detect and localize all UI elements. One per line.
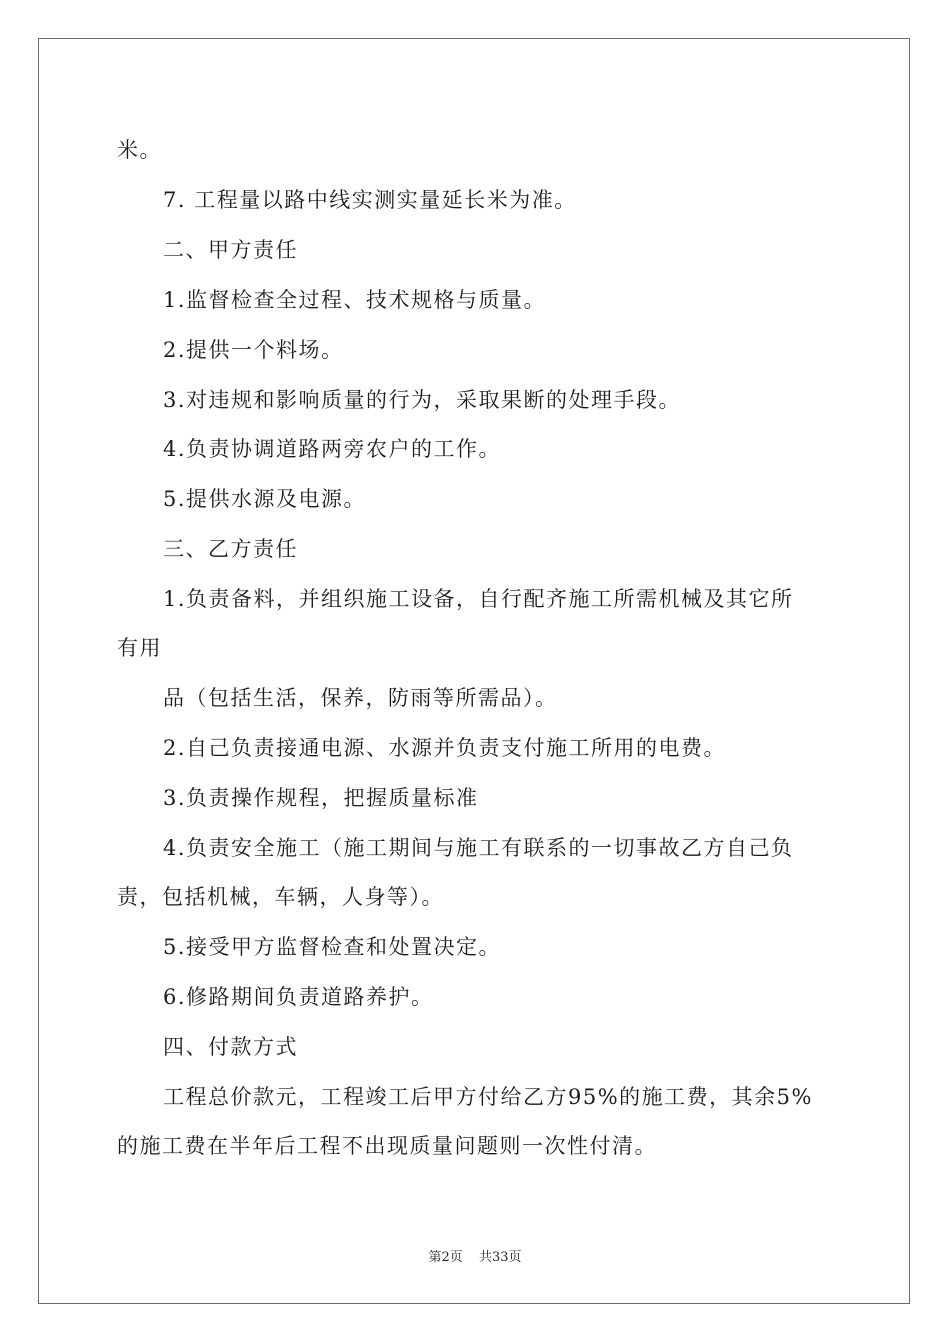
text-line: 米。 xyxy=(117,138,162,162)
text-line: 1.负责备料，并组织施工设备，自行配齐施工所需机械及其它所 xyxy=(163,587,794,611)
text-line: 5.提供水源及电源。 xyxy=(163,487,367,511)
page-border xyxy=(38,38,910,1304)
text-line: 5.接受甲方监督检查和处置决定。 xyxy=(163,935,502,959)
text-line: 3.负责操作规程，把握质量标准 xyxy=(163,786,479,810)
text-line: 的施工费在半年后工程不出现质量问题则一次性付清。 xyxy=(117,1134,657,1158)
text-line: 7. 工程量以路中线实测实量延长米为准。 xyxy=(163,188,577,212)
text-line: 4.负责协调道路两旁农户的工作。 xyxy=(163,437,502,461)
section-heading: 三、乙方责任 xyxy=(163,537,298,561)
page-total: 共33页 xyxy=(478,1250,522,1265)
page-number: 第2页 xyxy=(428,1250,463,1265)
text-line: 1.监督检查全过程、技术规格与质量。 xyxy=(163,288,547,312)
text-line: 工程总价款元，工程竣工后甲方付给乙方95%的施工费，其余5% xyxy=(163,1085,813,1109)
text-line: 责，包括机械，车辆，人身等）。 xyxy=(117,885,444,909)
text-line: 有用 xyxy=(117,636,162,660)
page-footer xyxy=(0,1246,950,1265)
section-heading: 四、付款方式 xyxy=(163,1035,298,1059)
text-line: 2.提供一个料场。 xyxy=(163,338,344,362)
text-line: 3.对违规和影响质量的行为，采取果断的处理手段。 xyxy=(163,388,682,412)
text-line: 6.修路期间负责道路养护。 xyxy=(163,985,434,1009)
text-line: 2.自己负责接通电源、水源并负责支付施工所用的电费。 xyxy=(163,736,727,760)
text-line: 品（包括生活，保养，防雨等所需品）。 xyxy=(163,686,558,710)
section-heading: 二、甲方责任 xyxy=(163,238,298,262)
text-line: 4.负责安全施工（施工期间与施工有联系的一切事故乙方自己负 xyxy=(163,836,794,860)
